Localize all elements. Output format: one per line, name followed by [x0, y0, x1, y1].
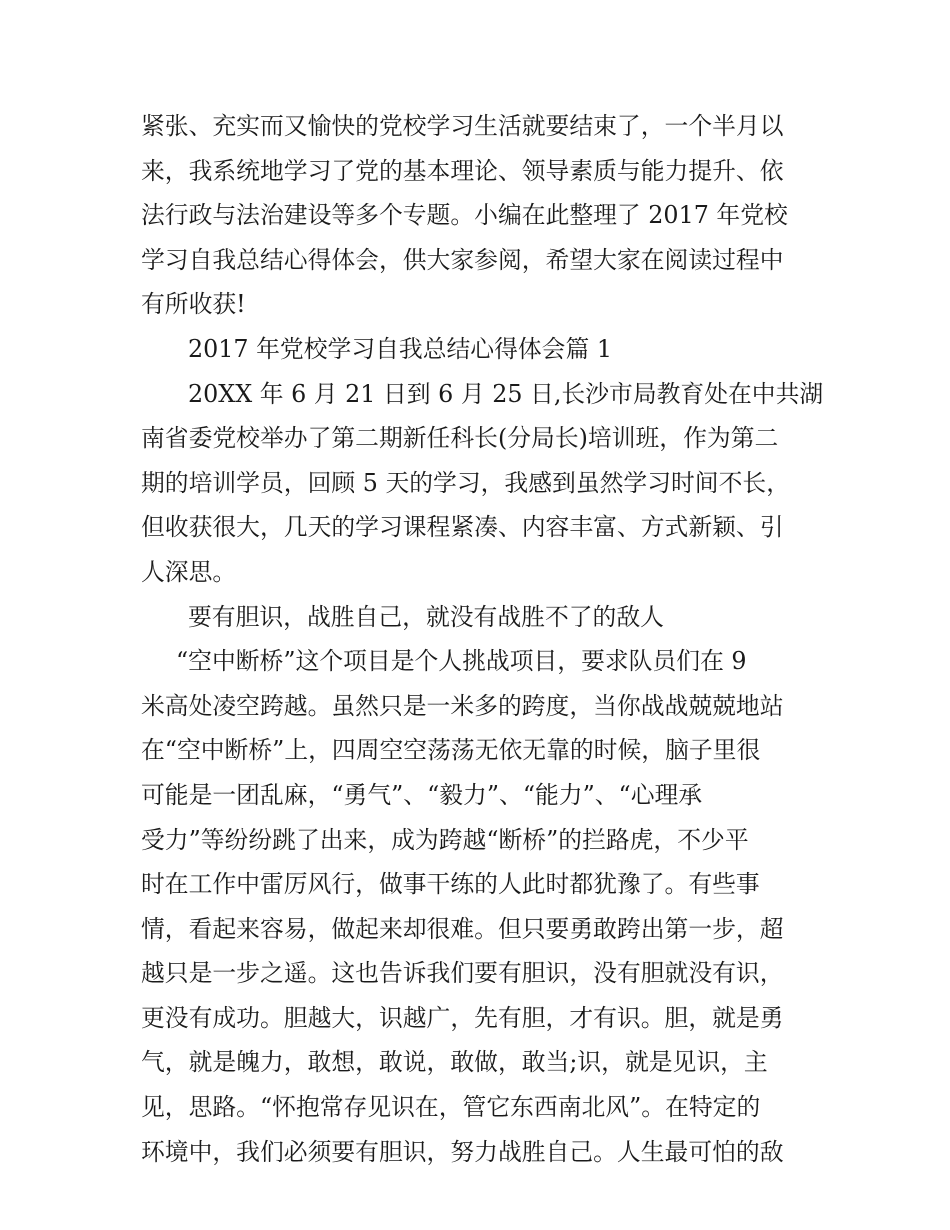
intro-line-3: 法行政与法治建设等多个专题。小编在此整理了 2017 年党校	[141, 201, 788, 230]
intro-line-1: 紧张、充实而又愉快的党校学习生活就要结束了，一个半月以	[141, 112, 784, 140]
paragraph-2-line-9: 更没有成功。胆越大，识越广，先有胆，才有识。胆，就是勇	[141, 1003, 784, 1032]
paragraph-1-line-2: 南省委党校举办了第二期新任科长(分局长)培训班，作为第二	[141, 424, 779, 453]
intro-line-2: 来，我系统地学习了党的基本理论、领导素质与能力提升、依	[141, 156, 784, 185]
paragraph-2-line-2: 米高处凌空跨越。虽然只是一米多的跨度，当你战战兢兢地站	[141, 691, 784, 720]
paragraph-2-line-11: 见，思路。“怀抱常存见识在，管它东西南北风”。在特定的	[141, 1093, 761, 1122]
paragraph-1-line-4: 但收获很大，几天的学习课程紧凑、内容丰富、方式新颖、引	[141, 513, 784, 542]
paragraph-2-line-4: 可能是一团乱麻，“勇气”、“毅力”、“能力”、“心理承	[141, 780, 703, 809]
intro-line-4: 学习自我总结心得体会，供大家参阅，希望大家在阅读过程中	[141, 245, 784, 274]
paragraph-2-line-5: 受力”等纷纷跳了出来，成为跨越“断桥”的拦路虎，不少平	[141, 825, 749, 854]
document-body	[141, 104, 824, 1174]
paragraph-2-line-8: 越只是一步之遥。这也告诉我们要有胆识，没有胆就没有识，	[141, 959, 784, 988]
paragraph-2-line-7: 情，看起来容易，做起来却很难。但只要勇敢跨出第一步，超	[141, 914, 784, 943]
paragraph-1-line-5: 人深思。	[141, 557, 237, 586]
paragraph-1-line-1: 20XX 年 6 月 21 日到 6 月 25 日,长沙市局教育处在中共湖	[188, 379, 824, 408]
paragraph-2-line-12: 环境中，我们必须要有胆识，努力战胜自己。人生最可怕的敌	[141, 1137, 784, 1166]
section-title: 2017 年党校学习自我总结心得体会篇 1	[188, 334, 612, 363]
paragraph-2-line-3: 在“空中断桥”上，四周空空荡荡无依无靠的时候，脑子里很	[141, 736, 761, 765]
intro-line-5: 有所收获!	[141, 290, 246, 319]
paragraph-2-line-1: “空中断桥”这个项目是个人挑战项目，要求队员们在 9	[176, 647, 747, 676]
subheading: 要有胆识，战胜自己，就没有战胜不了的敌人	[188, 602, 664, 631]
paragraph-2-line-6: 时在工作中雷厉风行，做事干练的人此时都犹豫了。有些事	[141, 870, 760, 899]
paragraph-1-line-3: 期的培训学员，回顾 5 天的学习，我感到虽然学习时间不长，	[141, 468, 790, 497]
paragraph-2-line-10: 气，就是魄力，敢想，敢说，敢做，敢当;识，就是见识，主	[141, 1048, 768, 1077]
